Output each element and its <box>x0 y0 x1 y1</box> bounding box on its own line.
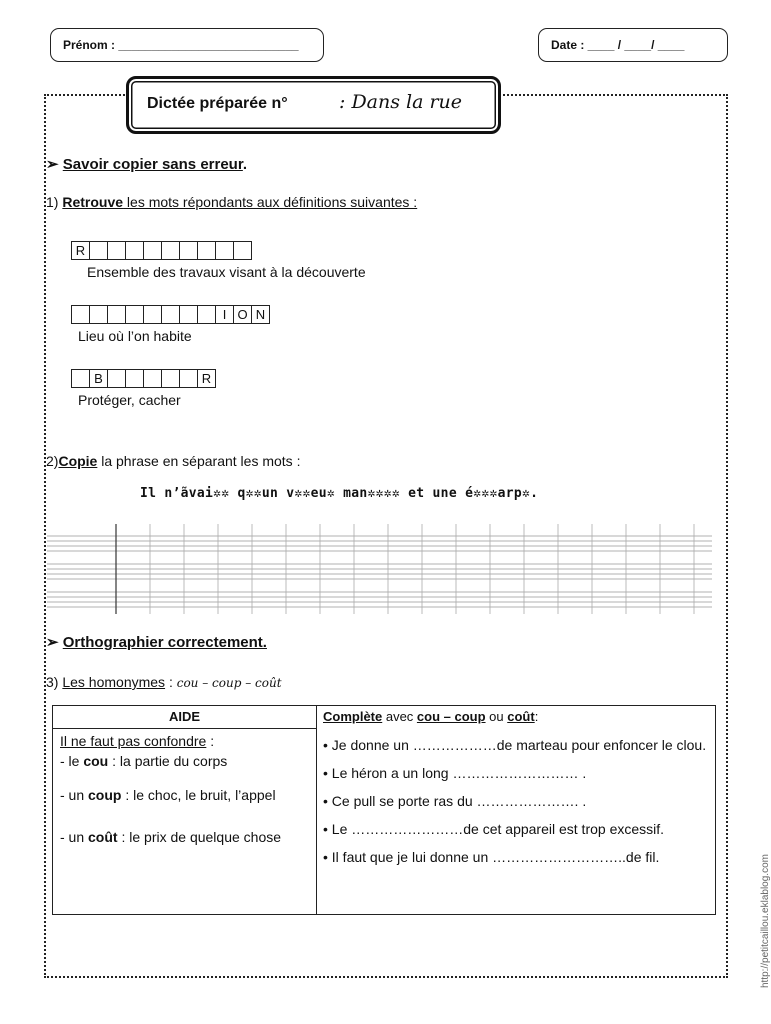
definition-3: Protéger, cacher <box>78 392 181 408</box>
instruction-words-1: cou – coup <box>416 709 486 724</box>
arrow-icon: ➢ <box>46 634 59 651</box>
letter-cell[interactable] <box>89 241 108 260</box>
aide-meaning: : le prix de quelque chose <box>117 829 282 845</box>
question-1-number: 1) <box>46 194 59 210</box>
letter-cell[interactable] <box>161 241 180 260</box>
exercise-sentence[interactable]: • Je donne un ………………de marteau pour enfoncer le clou. <box>323 737 707 753</box>
letter-cell[interactable] <box>125 369 144 388</box>
homonym-table <box>52 705 716 915</box>
instruction-words-2: coût <box>507 709 535 724</box>
page-subtitle: : Dans la rue <box>339 91 463 113</box>
exercise-sentence[interactable]: • Il faut que je lui donne un ………………………..de fil. <box>323 849 660 865</box>
letter-cell[interactable] <box>71 305 90 324</box>
instruction-keyword: Complète <box>323 709 383 724</box>
aide-meaning: : la partie du corps <box>108 753 228 769</box>
date-field[interactable] <box>538 28 728 62</box>
aide-intro-colon: : <box>206 733 215 749</box>
aide-line <box>60 785 308 805</box>
aide-intro: Il ne faut pas confondre <box>60 733 207 749</box>
date-label: Date : ____ / ____/ ____ <box>551 38 685 52</box>
page-title: Dictée préparée n° <box>147 95 288 112</box>
letter-cell[interactable]: N <box>251 305 270 324</box>
section-copy-title: Savoir copier sans erreur <box>62 156 243 173</box>
question-2-keyword: Copie <box>58 453 98 469</box>
homonyms-list: cou – coup – coût <box>176 676 282 690</box>
word-grid-3[interactable] <box>71 369 216 388</box>
aide-line <box>60 827 308 847</box>
exercise-sentence[interactable]: • Le ……………………de cet appareil est trop excessif. <box>323 821 665 837</box>
writing-lines[interactable] <box>47 524 712 614</box>
aide-meaning: : le choc, le bruit, l’appel <box>121 787 276 803</box>
arrow-icon: ➢ <box>46 156 59 173</box>
word-grid-1[interactable] <box>71 241 252 260</box>
letter-cell[interactable] <box>143 305 162 324</box>
aide-line <box>60 751 308 771</box>
letter-cell[interactable] <box>197 241 216 260</box>
letter-cell[interactable]: O <box>233 305 252 324</box>
aide-prefix: - un <box>60 787 89 803</box>
letter-cell[interactable] <box>197 305 216 324</box>
letter-cell[interactable] <box>215 241 234 260</box>
letter-cell[interactable] <box>107 369 126 388</box>
question-1-text: les mots répondants aux définitions suivantes : <box>123 194 418 210</box>
letter-cell[interactable] <box>161 305 180 324</box>
instruction-or: ou <box>485 709 508 724</box>
letter-cell[interactable]: R <box>197 369 216 388</box>
letter-cell[interactable] <box>71 369 90 388</box>
question-1-keyword: Retrouve <box>62 194 124 210</box>
instruction-with: avec <box>382 709 417 724</box>
aide-word: cou <box>83 753 109 769</box>
aide-prefix: - un <box>60 829 89 845</box>
letter-cell[interactable]: B <box>89 369 108 388</box>
prenom-label: Prénom : ___________________________ <box>63 38 299 52</box>
letter-cell[interactable] <box>143 369 162 388</box>
letter-cell[interactable] <box>179 241 198 260</box>
letter-cell[interactable] <box>125 241 144 260</box>
letter-cell[interactable] <box>107 241 126 260</box>
letter-cell[interactable] <box>89 305 108 324</box>
question-3-colon: : <box>165 674 177 690</box>
exercise-instruction <box>323 707 711 727</box>
aide-header: AIDE <box>53 706 316 729</box>
word-grid-2[interactable] <box>71 305 270 324</box>
definition-2: Lieu où l’on habite <box>78 328 192 344</box>
exercise-column <box>323 707 711 867</box>
question-3 <box>46 674 282 690</box>
prenom-field[interactable] <box>50 28 324 62</box>
question-2 <box>46 453 300 469</box>
section-spelling <box>46 633 267 651</box>
letter-cell[interactable] <box>179 305 198 324</box>
letter-cell[interactable] <box>125 305 144 324</box>
letter-cell[interactable] <box>179 369 198 388</box>
aide-content <box>53 729 316 847</box>
aide-line <box>60 731 308 751</box>
definition-1: Ensemble des travaux visant à la découverte <box>87 264 366 280</box>
aide-word: coup <box>88 787 122 803</box>
aide-word: coût <box>88 829 118 845</box>
aide-column <box>53 706 317 914</box>
question-2-text: la phrase en séparant les mots : <box>97 453 301 469</box>
question-3-keyword: Les homonymes <box>62 674 166 690</box>
question-3-number: 3) <box>46 674 59 690</box>
letter-cell[interactable]: R <box>71 241 90 260</box>
exercise-sentence[interactable]: • Le héron a un long ……………………… . <box>323 765 587 781</box>
letter-cell[interactable] <box>233 241 252 260</box>
exercise-sentence[interactable]: • Ce pull se porte ras du …………………. . <box>323 793 587 809</box>
section-copy <box>46 155 247 173</box>
watermark-url: http://petitcaillou.eklablog.com <box>760 854 771 988</box>
letter-cell[interactable] <box>161 369 180 388</box>
question-1 <box>46 194 417 210</box>
letter-cell[interactable] <box>143 241 162 260</box>
sentence-to-copy: Il n’̃avai✲✲ q✲✲un v✲✲eu✲ man✲✲✲✲ et une é✲✲✲arp✲. <box>140 486 539 501</box>
question-2-number: 2) <box>46 453 59 469</box>
aide-prefix: - le <box>60 753 84 769</box>
title-box <box>126 76 501 134</box>
letter-cell[interactable]: I <box>215 305 234 324</box>
letter-cell[interactable] <box>107 305 126 324</box>
section-spelling-title: Orthographier correctement. <box>62 634 267 651</box>
instruction-colon: : <box>534 709 539 724</box>
section-copy-dot: . <box>242 156 248 173</box>
